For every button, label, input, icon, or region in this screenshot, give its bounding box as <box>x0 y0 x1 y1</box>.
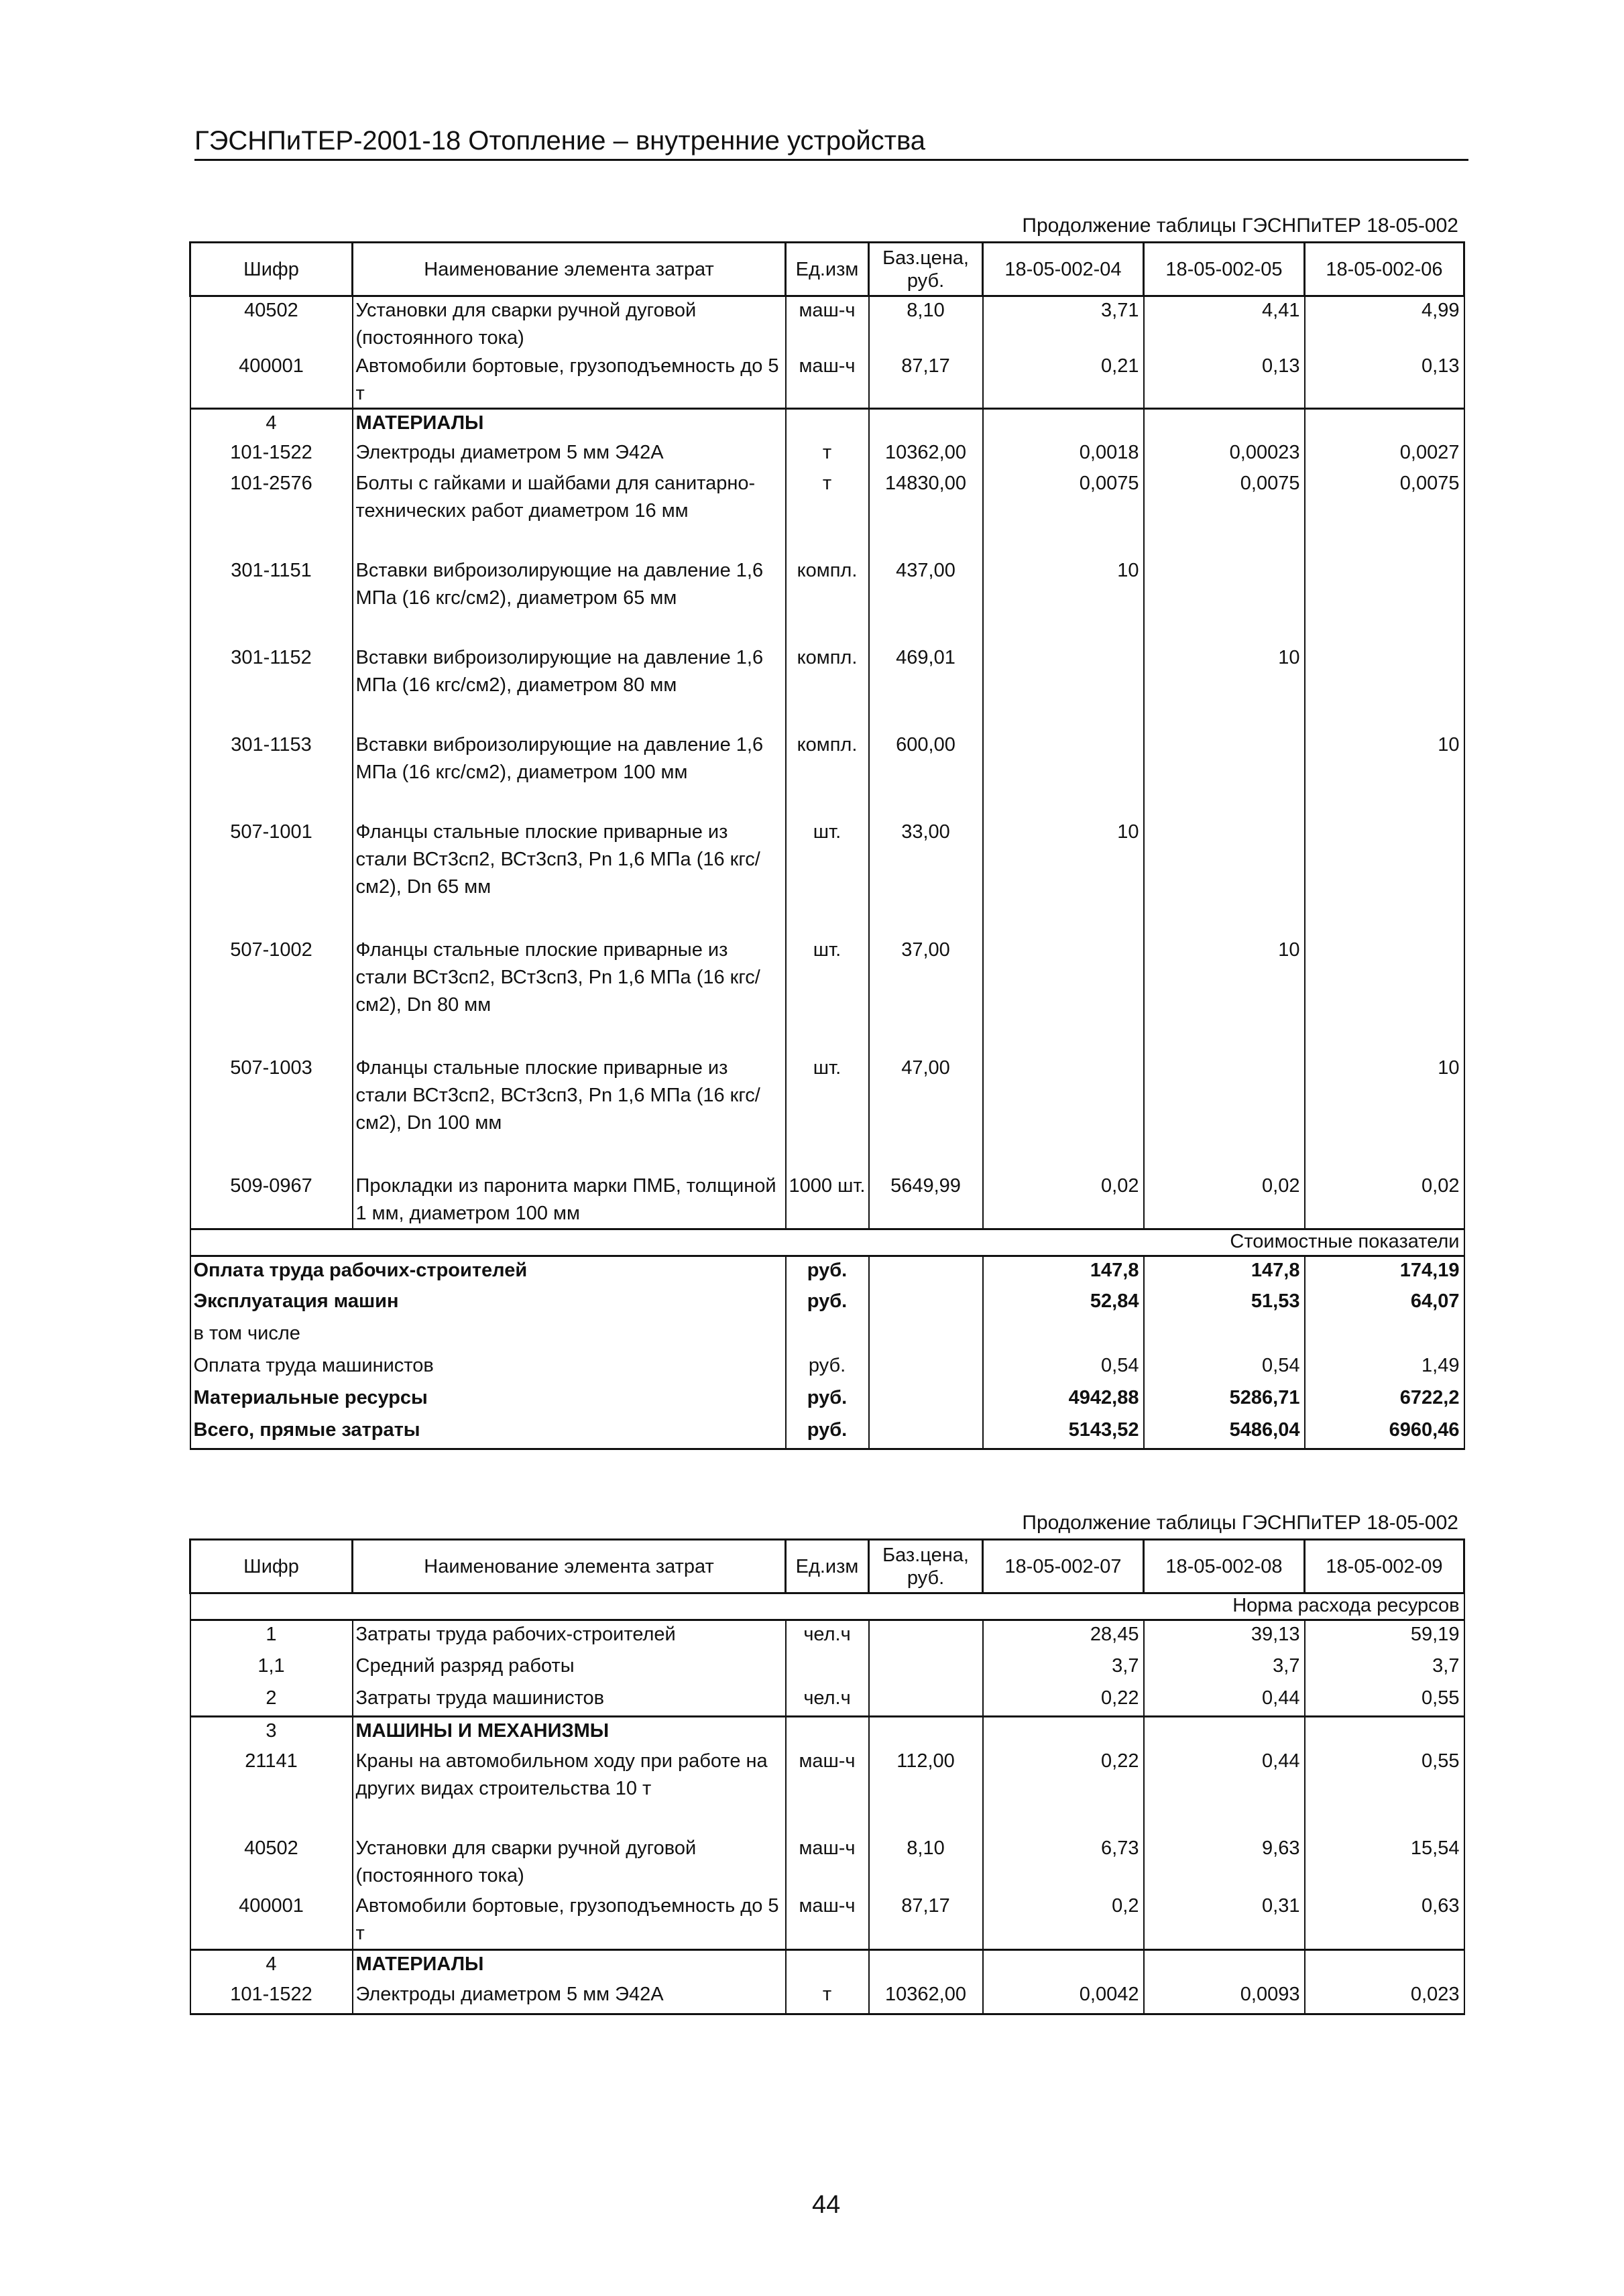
row-code: 40502 <box>190 296 353 353</box>
row-name: Автомобили бортовые, грузоподъемность до 5 т <box>353 353 786 409</box>
row-unit: маш-ч <box>786 296 869 353</box>
row-unit <box>786 1652 869 1685</box>
row-value-04: 0,02 <box>983 1172 1144 1229</box>
row-value-09: 59,19 <box>1305 1620 1464 1652</box>
summary-value-06: 6960,46 <box>1305 1416 1464 1449</box>
row-price: 37,00 <box>869 936 983 1054</box>
table-row <box>190 439 1464 470</box>
table1-caption: Продолжение таблицы ГЭСНПиТЕР 18-05-002 <box>1022 215 1458 237</box>
row-value-08: 0,31 <box>1144 1892 1305 1950</box>
summary-name: Оплата труда рабочих-строителей <box>190 1256 786 1288</box>
row-unit: т <box>786 1981 869 2014</box>
row-value-09: 0,55 <box>1305 1748 1464 1835</box>
section-row <box>190 1717 1464 1748</box>
row-code: 4 <box>190 408 353 439</box>
row-name: Краны на автомобильном ходу при работе на других видах строительства 10 т <box>353 1748 786 1835</box>
row-value-08: 39,13 <box>1144 1620 1305 1652</box>
section-title: МАТЕРИАЛЫ <box>353 1950 786 1981</box>
row-unit: т <box>786 439 869 470</box>
row-name: Прокладки из паронита марки ПМБ, толщиной 1 мм, диаметром 100 мм <box>353 1172 786 1229</box>
summary-value-04: 0,54 <box>983 1352 1144 1384</box>
table-row <box>190 1981 1464 2014</box>
summary-row <box>190 1352 1464 1384</box>
row-value-06: 0,13 <box>1305 353 1464 409</box>
row-code: 101-1522 <box>190 439 353 470</box>
row-price: 8,10 <box>869 296 983 353</box>
row-unit: чел.ч <box>786 1685 869 1717</box>
row-value-08: 9,63 <box>1144 1835 1305 1892</box>
row-value-06 <box>1305 644 1464 731</box>
row-value-09: 0,63 <box>1305 1892 1464 1950</box>
section-row <box>190 1950 1464 1981</box>
row-value-06: 0,0027 <box>1305 439 1464 470</box>
row-value-06: 10 <box>1305 1054 1464 1172</box>
row-code: 4 <box>190 1950 353 1981</box>
summary-name: Всего, прямые затраты <box>190 1416 786 1449</box>
summary-value-05: 5286,71 <box>1144 1384 1305 1416</box>
row-value-09: 15,54 <box>1305 1835 1464 1892</box>
row-unit: 1000 шт. <box>786 1172 869 1229</box>
row-price: 87,17 <box>869 353 983 409</box>
row-value-04: 0,0075 <box>983 470 1144 557</box>
row-unit: компл. <box>786 557 869 644</box>
row-value-06 <box>1305 819 1464 936</box>
row-unit: компл. <box>786 644 869 731</box>
row-unit: маш-ч <box>786 1892 869 1950</box>
col-header-unit: Ед.изм <box>786 243 869 296</box>
table1 <box>189 241 1465 1450</box>
row-name: Затраты труда машинистов <box>353 1685 786 1717</box>
row-value-05: 10 <box>1144 936 1305 1054</box>
summary-row <box>190 1416 1464 1449</box>
summary-value-04: 52,84 <box>983 1288 1144 1320</box>
row-value-07: 28,45 <box>983 1620 1144 1652</box>
summary-value-06: 174,19 <box>1305 1256 1464 1288</box>
row-name: Автомобили бортовые, грузоподъемность до 5 т <box>353 1892 786 1950</box>
summary-value-05: 147,8 <box>1144 1256 1305 1288</box>
row-value-08: 0,44 <box>1144 1748 1305 1835</box>
table-row <box>190 1652 1464 1685</box>
row-value-05: 4,41 <box>1144 296 1305 353</box>
summary-row <box>190 1384 1464 1416</box>
row-unit: шт. <box>786 819 869 936</box>
row-value-07: 3,7 <box>983 1652 1144 1685</box>
row-value-05 <box>1144 731 1305 819</box>
summary-name: Материальные ресурсы <box>190 1384 786 1416</box>
row-value-09: 0,55 <box>1305 1685 1464 1717</box>
col-header-07: 18-05-002-07 <box>983 1540 1144 1593</box>
summary-unit: руб. <box>786 1384 869 1416</box>
row-value-05: 10 <box>1144 644 1305 731</box>
row-code: 2 <box>190 1685 353 1717</box>
row-name: Вставки виброизолирующие на давление 1,6 МПа (16 кгс/см2), диаметром 65 мм <box>353 557 786 644</box>
col-header-name: Наименование элемента затрат <box>353 243 786 296</box>
row-value-08: 0,0093 <box>1144 1981 1305 2014</box>
band-label: Стоимостные показатели <box>190 1229 1464 1256</box>
row-code: 21141 <box>190 1748 353 1835</box>
table-row <box>190 936 1464 1054</box>
section-row <box>190 408 1464 439</box>
row-value-05 <box>1144 1054 1305 1172</box>
row-value-05: 0,0075 <box>1144 470 1305 557</box>
row-value-04 <box>983 644 1144 731</box>
row-name: Фланцы стальные плоские приварные из стали ВСт3сп2, ВСт3сп3, Рn 1,6 МПа (16 кгс/см2), Dn 80 мм <box>353 936 786 1054</box>
row-code: 507-1001 <box>190 819 353 936</box>
row-price: 469,01 <box>869 644 983 731</box>
row-name: Фланцы стальные плоские приварные из стали ВСт3сп2, ВСт3сп3, Рn 1,6 МПа (16 кгс/см2), Dn 100 мм <box>353 1054 786 1172</box>
summary-value-06: 64,07 <box>1305 1288 1464 1320</box>
row-price: 8,10 <box>869 1835 983 1892</box>
col-header-05: 18-05-002-05 <box>1144 243 1305 296</box>
table1-header-row <box>190 243 1464 296</box>
row-value-04 <box>983 1054 1144 1172</box>
row-value-08: 0,44 <box>1144 1685 1305 1717</box>
row-value-05: 0,02 <box>1144 1172 1305 1229</box>
summary-value-04: 147,8 <box>983 1256 1144 1288</box>
summary-value-04: 4942,88 <box>983 1384 1144 1416</box>
row-price: 5649,99 <box>869 1172 983 1229</box>
summary-name: Оплата труда машинистов <box>190 1352 786 1384</box>
row-value-04: 0,21 <box>983 353 1144 409</box>
row-name: Электроды диаметром 5 мм Э42А <box>353 1981 786 2014</box>
table-row <box>190 1835 1464 1892</box>
row-price: 87,17 <box>869 1892 983 1950</box>
row-name: Электроды диаметром 5 мм Э42А <box>353 439 786 470</box>
row-price: 33,00 <box>869 819 983 936</box>
col-header-price: Баз.цена, руб. <box>869 1540 983 1593</box>
row-value-06: 0,02 <box>1305 1172 1464 1229</box>
row-price: 112,00 <box>869 1748 983 1835</box>
row-value-07: 0,0042 <box>983 1981 1144 2014</box>
band-row <box>190 1229 1464 1256</box>
row-code: 400001 <box>190 1892 353 1950</box>
col-header-09: 18-05-002-09 <box>1305 1540 1464 1593</box>
row-value-06: 10 <box>1305 731 1464 819</box>
summary-value-06: 1,49 <box>1305 1352 1464 1384</box>
table-row <box>190 1620 1464 1652</box>
row-price <box>869 1685 983 1717</box>
band-row <box>190 1593 1464 1620</box>
table-row <box>190 644 1464 731</box>
row-value-06 <box>1305 557 1464 644</box>
col-header-unit: Ед.изм <box>786 1540 869 1593</box>
summary-value-04: 5143,52 <box>983 1416 1144 1449</box>
row-code: 3 <box>190 1717 353 1748</box>
row-unit: шт. <box>786 1054 869 1172</box>
row-value-07: 0,2 <box>983 1892 1144 1950</box>
row-value-07: 0,22 <box>983 1685 1144 1717</box>
row-name: Установки для сварки ручной дуговой (постоянного тока) <box>353 296 786 353</box>
row-unit: шт. <box>786 936 869 1054</box>
row-code: 400001 <box>190 353 353 409</box>
row-value-09: 3,7 <box>1305 1652 1464 1685</box>
row-name: Фланцы стальные плоские приварные из стали ВСт3сп2, ВСт3сп3, Рn 1,6 МПа (16 кгс/см2), Dn 65 мм <box>353 819 786 936</box>
row-name: Болты с гайками и шайбами для санитарно-технических работ диаметром 16 мм <box>353 470 786 557</box>
page-header: ГЭСНПиТЕР-2001-18 Отопление – внутренние устройства <box>194 126 1468 161</box>
row-value-08: 3,7 <box>1144 1652 1305 1685</box>
row-value-05: 0,13 <box>1144 353 1305 409</box>
row-name: Затраты труда рабочих-строителей <box>353 1620 786 1652</box>
summary-value-05: 0,54 <box>1144 1352 1305 1384</box>
row-unit: компл. <box>786 731 869 819</box>
table-row <box>190 353 1464 409</box>
row-value-05 <box>1144 557 1305 644</box>
summary-row <box>190 1288 1464 1320</box>
row-price <box>869 1620 983 1652</box>
summary-value-05: 51,53 <box>1144 1288 1305 1320</box>
col-header-04: 18-05-002-04 <box>983 243 1144 296</box>
table-row <box>190 1054 1464 1172</box>
row-code: 301-1152 <box>190 644 353 731</box>
summary-value-05: 5486,04 <box>1144 1416 1305 1449</box>
row-value-06: 0,0075 <box>1305 470 1464 557</box>
row-code: 509-0967 <box>190 1172 353 1229</box>
col-header-08: 18-05-002-08 <box>1144 1540 1305 1593</box>
row-value-04 <box>983 936 1144 1054</box>
row-name: Установки для сварки ручной дуговой (постоянного тока) <box>353 1835 786 1892</box>
row-code: 1 <box>190 1620 353 1652</box>
row-unit: т <box>786 470 869 557</box>
page-number: 44 <box>812 2191 841 2219</box>
row-value-04: 0,0018 <box>983 439 1144 470</box>
row-unit: маш-ч <box>786 1835 869 1892</box>
table2-caption: Продолжение таблицы ГЭСНПиТЕР 18-05-002 <box>1022 1512 1458 1534</box>
summary-unit: руб. <box>786 1256 869 1288</box>
row-price: 10362,00 <box>869 439 983 470</box>
summary-name: в том числе <box>190 1320 786 1352</box>
summary-unit: руб. <box>786 1352 869 1384</box>
col-header-code: Шифр <box>190 1540 353 1593</box>
row-value-07: 0,22 <box>983 1748 1144 1835</box>
row-code: 101-2576 <box>190 470 353 557</box>
section-title: МАТЕРИАЛЫ <box>353 408 786 439</box>
col-header-code: Шифр <box>190 243 353 296</box>
row-price: 14830,00 <box>869 470 983 557</box>
table-row <box>190 557 1464 644</box>
row-price: 600,00 <box>869 731 983 819</box>
row-name: Вставки виброизолирующие на давление 1,6 МПа (16 кгс/см2), диаметром 100 мм <box>353 731 786 819</box>
col-header-name: Наименование элемента затрат <box>353 1540 786 1593</box>
summary-row <box>190 1256 1464 1288</box>
row-unit: маш-ч <box>786 1748 869 1835</box>
col-header-price: Баз.цена, руб. <box>869 243 983 296</box>
row-value-05 <box>1144 819 1305 936</box>
row-value-04: 3,71 <box>983 296 1144 353</box>
summary-unit: руб. <box>786 1416 869 1449</box>
row-value-06 <box>1305 936 1464 1054</box>
table-row <box>190 1685 1464 1717</box>
col-header-06: 18-05-002-06 <box>1305 243 1464 296</box>
row-code: 507-1002 <box>190 936 353 1054</box>
row-name: Средний разряд работы <box>353 1652 786 1685</box>
row-value-05: 0,00023 <box>1144 439 1305 470</box>
row-value-07: 6,73 <box>983 1835 1144 1892</box>
table-row <box>190 1748 1464 1835</box>
table-row <box>190 1172 1464 1229</box>
row-code: 1,1 <box>190 1652 353 1685</box>
table-row <box>190 1892 1464 1950</box>
table2-header-row <box>190 1540 1464 1593</box>
summary-row <box>190 1320 1464 1352</box>
summary-name: Эксплуатация машин <box>190 1288 786 1320</box>
table-row <box>190 819 1464 936</box>
row-value-04: 10 <box>983 819 1144 936</box>
table-row <box>190 470 1464 557</box>
table2 <box>189 1538 1465 2015</box>
row-code: 101-1522 <box>190 1981 353 2014</box>
row-price <box>869 1652 983 1685</box>
summary-value-06: 6722,2 <box>1305 1384 1464 1416</box>
row-unit: чел.ч <box>786 1620 869 1652</box>
row-code: 40502 <box>190 1835 353 1892</box>
table-row <box>190 731 1464 819</box>
row-price: 47,00 <box>869 1054 983 1172</box>
row-code: 301-1153 <box>190 731 353 819</box>
row-price: 437,00 <box>869 557 983 644</box>
row-value-09: 0,023 <box>1305 1981 1464 2014</box>
row-value-04 <box>983 731 1144 819</box>
table-row <box>190 296 1464 353</box>
row-unit: маш-ч <box>786 353 869 409</box>
band-label: Норма расхода ресурсов <box>190 1593 1464 1620</box>
row-code: 301-1151 <box>190 557 353 644</box>
row-code: 507-1003 <box>190 1054 353 1172</box>
row-value-06: 4,99 <box>1305 296 1464 353</box>
summary-unit: руб. <box>786 1288 869 1320</box>
row-name: Вставки виброизолирующие на давление 1,6 МПа (16 кгс/см2), диаметром 80 мм <box>353 644 786 731</box>
row-value-04: 10 <box>983 557 1144 644</box>
section-title: МАШИНЫ И МЕХАНИЗМЫ <box>353 1717 786 1748</box>
row-price: 10362,00 <box>869 1981 983 2014</box>
